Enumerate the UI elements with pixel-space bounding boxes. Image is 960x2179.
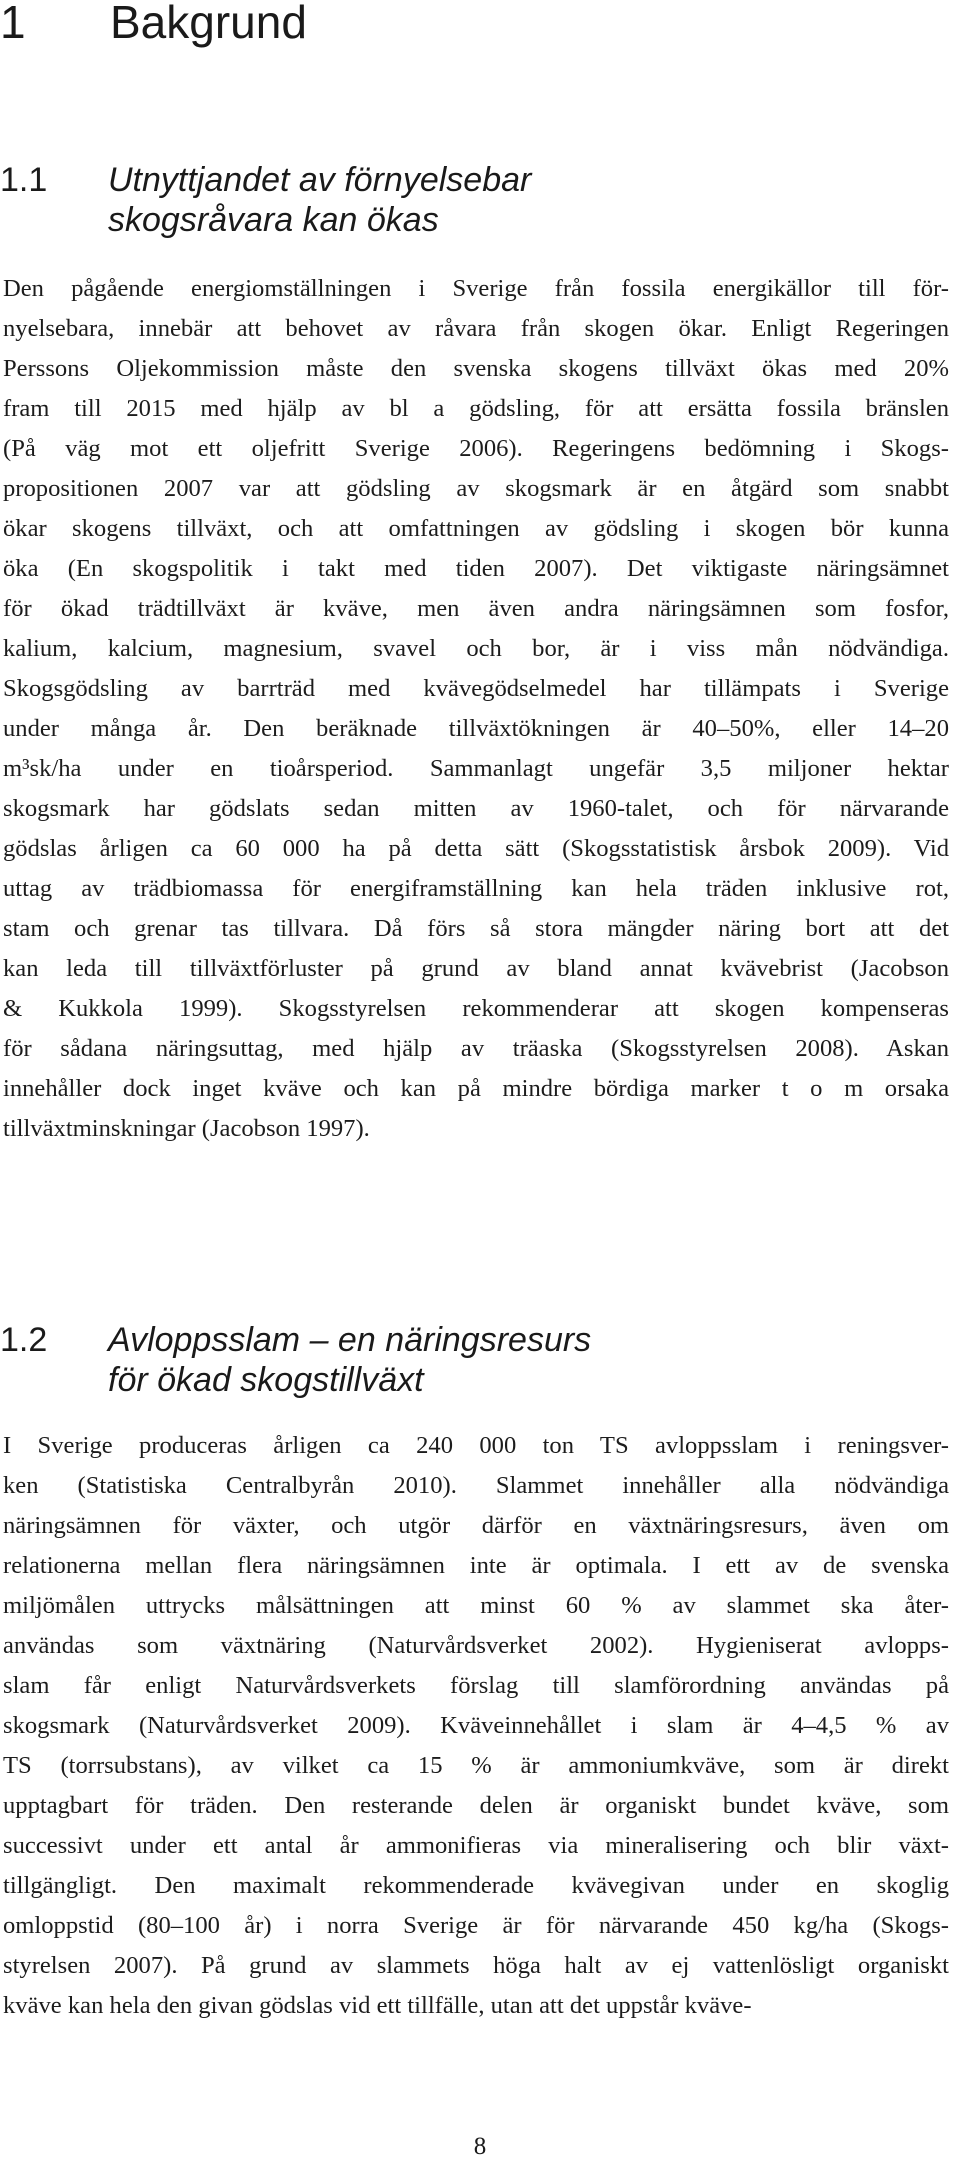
paragraph-line: skogsmark (Naturvårdsverket 2009). Kväveinnehållet i slam är 4–4,5 % av [3, 1712, 949, 1739]
chapter-number: 1 [0, 0, 26, 48]
paragraph-line: för ökad trädtillväxt är kväve, men även andra näringsämnen som fosfor, [3, 595, 949, 622]
paragraph-line: relationerna mellan flera näringsämnen inte är optimala. I ett av de svenska [3, 1552, 949, 1579]
page-number: 8 [473, 2133, 487, 2160]
paragraph-line: under många år. Den beräknade tillväxtökningen är 40–50%, eller 14–20 [3, 715, 949, 742]
paragraph-line: gödslas årligen ca 60 000 ha på detta sätt (Skogsstatistisk årsbok 2009). Vid [3, 835, 949, 862]
paragraph-line: & Kukkola 1999). Skogsstyrelsen rekommenderar att skogen kompenseras [3, 995, 949, 1022]
section-title-line: skogsråvara kan ökas [108, 201, 439, 239]
paragraph-line: omloppstid (80–100 år) i norra Sverige är för närvarande 450 kg/ha (Skogs- [3, 1912, 949, 1939]
paragraph-line: TS (torrsubstans), av vilket ca 15 % är ammoniumkväve, som är direkt [3, 1752, 949, 1779]
paragraph-line: innehåller dock inget kväve och kan på mindre bördiga marker t o m orsaka [3, 1075, 949, 1102]
paragraph-line: stam och grenar tas tillvara. Då förs så stora mängder näring bort att det [3, 915, 949, 942]
paragraph-line: kväve kan hela den givan gödslas vid ett tillfälle, utan att det uppstår kväve- [3, 1992, 752, 2019]
paragraph-line: kan leda till tillväxtförluster på grund av bland annat kvävebrist (Jacobson [3, 955, 949, 982]
paragraph-line: miljömålen uttrycks målsättningen att minst 60 % av slammet ska åter- [3, 1592, 949, 1619]
paragraph-line: tillgängligt. Den maximalt rekommenderade kvävegivan under en skoglig [3, 1872, 949, 1899]
section-1-1-paragraph [3, 269, 949, 1149]
paragraph-line: näringsämnen för växter, och utgör därför en växtnäringsresurs, även om [3, 1512, 949, 1539]
chapter-title: Bakgrund [110, 0, 307, 48]
section-number: 1.1 [0, 161, 48, 199]
paragraph-line: för sådana näringsuttag, med hjälp av träaska (Skogsstyrelsen 2008). Askan [3, 1035, 949, 1062]
section-title [108, 160, 531, 240]
paragraph-line: styrelsen 2007). På grund av slammets höga halt av ej vattenlösligt organiskt [3, 1952, 949, 1979]
section-title-line: för ökad skogstillväxt [108, 1361, 424, 1399]
paragraph-line: ken (Statistiska Centralbyrån 2010). Slammet innehåller alla nödvändiga [3, 1472, 949, 1499]
section-title-line: Utnyttjandet av förnyelsebar [108, 161, 532, 199]
paragraph-line: Den pågående energiomställningen i Sverige från fossila energikällor till för- [3, 275, 949, 302]
paragraph-line: m³sk/ha under en tioårsperiod. Sammanlagt ungefär 3,5 miljoner hektar [3, 755, 949, 782]
paragraph-line: öka (En skogspolitik i takt med tiden 2007). Det viktigaste näringsämnet [3, 555, 949, 582]
section-title [108, 1320, 591, 1400]
paragraph-line: kalium, kalcium, magnesium, svavel och bor, är i viss mån nödvändiga. [3, 635, 949, 662]
paragraph-line: propositionen 2007 var att gödsling av skogsmark är en åtgärd som snabbt [3, 475, 949, 502]
section-heading-1-1 [0, 160, 531, 240]
section-heading-1-2 [0, 1320, 591, 1400]
paragraph-line: nyelsebara, innebär att behovet av råvara från skogen ökar. Enligt Regeringen [3, 315, 949, 342]
paragraph-line: I Sverige produceras årligen ca 240 000 ton TS avloppsslam i reningsver- [3, 1432, 949, 1459]
section-number: 1.2 [0, 1321, 48, 1359]
section-1-2-paragraph [3, 1426, 949, 2026]
paragraph-line: uttag av trädbiomassa för energiframställning kan hela träden inklusive rot, [3, 875, 949, 902]
paragraph-line: ökar skogens tillväxt, och att omfattningen av gödsling i skogen bör kunna [3, 515, 949, 542]
paragraph-line: Skogsgödsling av barrträd med kvävegödselmedel har tillämpats i Sverige [3, 675, 949, 702]
section-title-line: Avloppsslam – en näringsresurs [108, 1321, 592, 1359]
paragraph-line: slam får enligt Naturvårdsverkets förslag till slamförordning användas på [3, 1672, 949, 1699]
paragraph-line: upptagbart för träden. Den resterande delen är organiskt bundet kväve, som [3, 1792, 949, 1819]
paragraph-line: skogsmark har gödslats sedan mitten av 1960-talet, och för närvarande [3, 795, 949, 822]
paragraph-line: fram till 2015 med hjälp av bl a gödsling, för att ersätta fossila bränslen [3, 395, 949, 422]
paragraph-line: Perssons Oljekommission måste den svenska skogens tillväxt ökas med 20% [3, 355, 949, 382]
paragraph-line: tillväxtminskningar (Jacobson 1997). [3, 1115, 370, 1142]
paragraph-line: (På väg mot ett oljefritt Sverige 2006). Regeringens bedömning i Skogs- [3, 435, 949, 462]
paragraph-line: successivt under ett antal år ammonifieras via mineralisering och blir växt- [3, 1832, 949, 1859]
chapter-heading [0, 0, 307, 50]
paragraph-line: användas som växtnäring (Naturvårdsverket 2002). Hygieniserat avlopps- [3, 1632, 949, 1659]
